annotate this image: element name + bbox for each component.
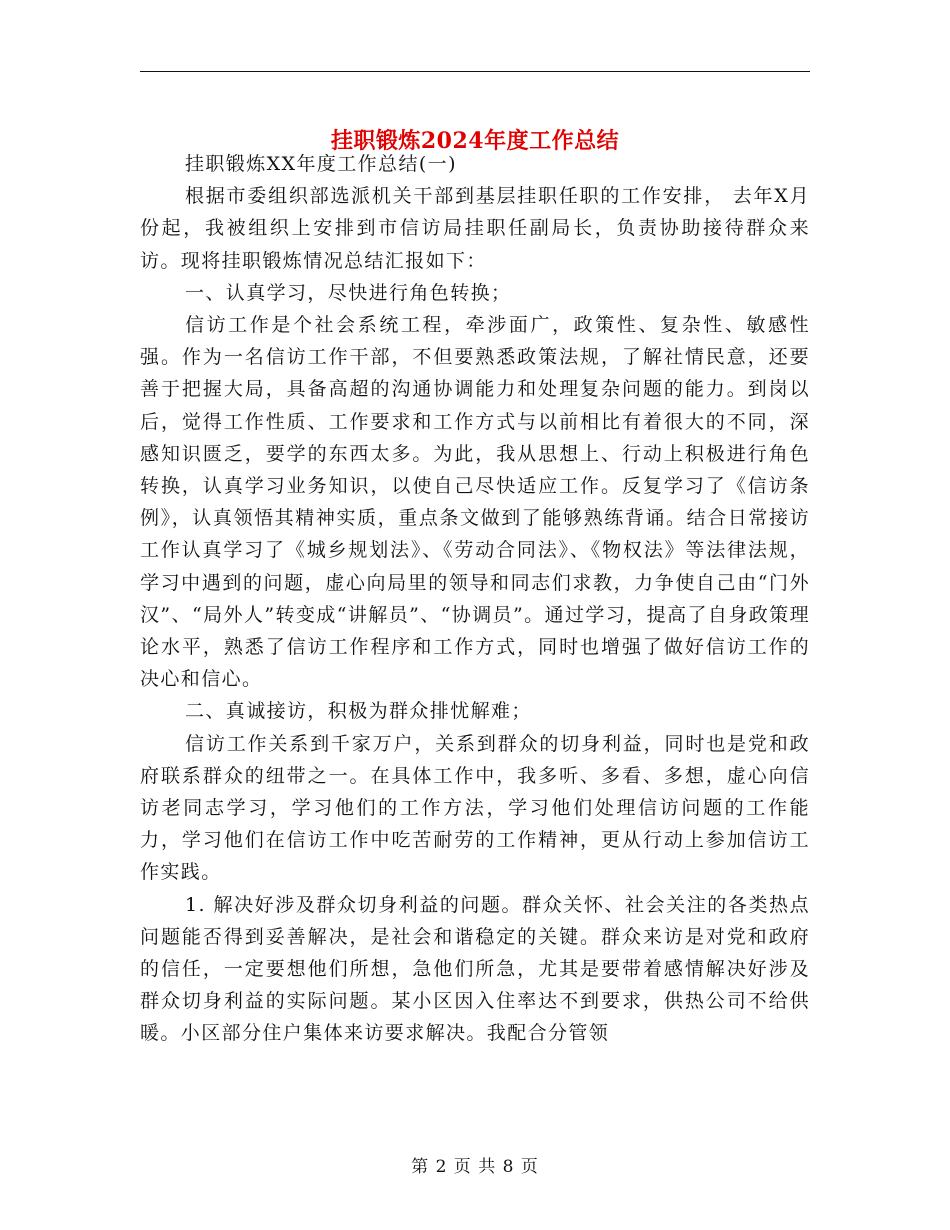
header-rule [140, 71, 810, 72]
paragraph-intro: 根据市委组织部选派机关干部到基层挂职任职的工作安排， 去年X月份起，我被组织上安排到市信访局挂职任副局长，负责协助接待群众来访。现将挂职锻炼情况总结汇报如下： [140, 185, 810, 272]
section-heading-1: 一、认真学习，尽快进行角色转换； [185, 281, 512, 304]
page-number: 第 2 页 共 8 页 [411, 1157, 539, 1177]
paragraph-item-1: 1. 解决好涉及群众切身利益的问题。群众关怀、社会关注的各类热点问题能否得到妥善解决，是社会和谐稳定的关键。群众来访是对党和政府的信任，一定要想他们所想，急他们所急，尤其是要带着感情解决好涉及群众切身利益的实际问题。某小区因入住率达不到要求，供热公司不给供暖。小区部分住户集体来访要求解决。我配合分管领 [140, 893, 810, 1045]
document-body [140, 148, 810, 1050]
paragraph-section-2: 信访工作关系到千家万户，关系到群众的切身利益，同时也是党和政府联系群众的纽带之一。在具体工作中，我多听、多看、多想，虚心向信访老同志学习，学习他们的工作方法，学习他们处理信访问题的工作能力，学习他们在信访工作中吃苦耐劳的工作精神，更从行动上参加信访工作实践。 [140, 732, 810, 884]
section-heading-2: 二、真诚接访，积极为群众排忧解难； [185, 700, 532, 723]
document-title: 挂职锻炼2024年度工作总结 [330, 127, 620, 154]
paragraph-subtitle: 挂职锻炼XX年度工作总结(一) [185, 153, 457, 175]
paragraph-section-1: 信访工作是个社会系统工程，牵涉面广，政策性、复杂性、敏感性强。作为一名信访工作干部，不但要熟悉政策法规，了解社情民意，还要善于把握大局，具备高超的沟通协调能力和处理复杂问题的能力。到岗以后，觉得工作性质、工作要求和工作方式与以前相比有着很大的不同，深感知识匮乏，要学的东西太多。为此，我从思想上、行动上积极进行角色转换，认真学习业务知识，以使自己尽快适应工作。反复学习了《信访条例》，认真领悟其精神实质，重点条文做到了能够熟练背诵。结合日常接访工作认真学习了《城乡规划法》、《劳动合同法》、《物权法》等法律法规，学习中遇到的问题，虚心向局里的领导和同志们求教，力争使自己由“门外汉”、“局外人”转变成“讲解员”、“协调员”。通过学习，提高了自身政策理论水平，熟悉了信访工作程序和工作方式，同时也增强了做好信访工作的决心和信心。 [140, 314, 810, 691]
